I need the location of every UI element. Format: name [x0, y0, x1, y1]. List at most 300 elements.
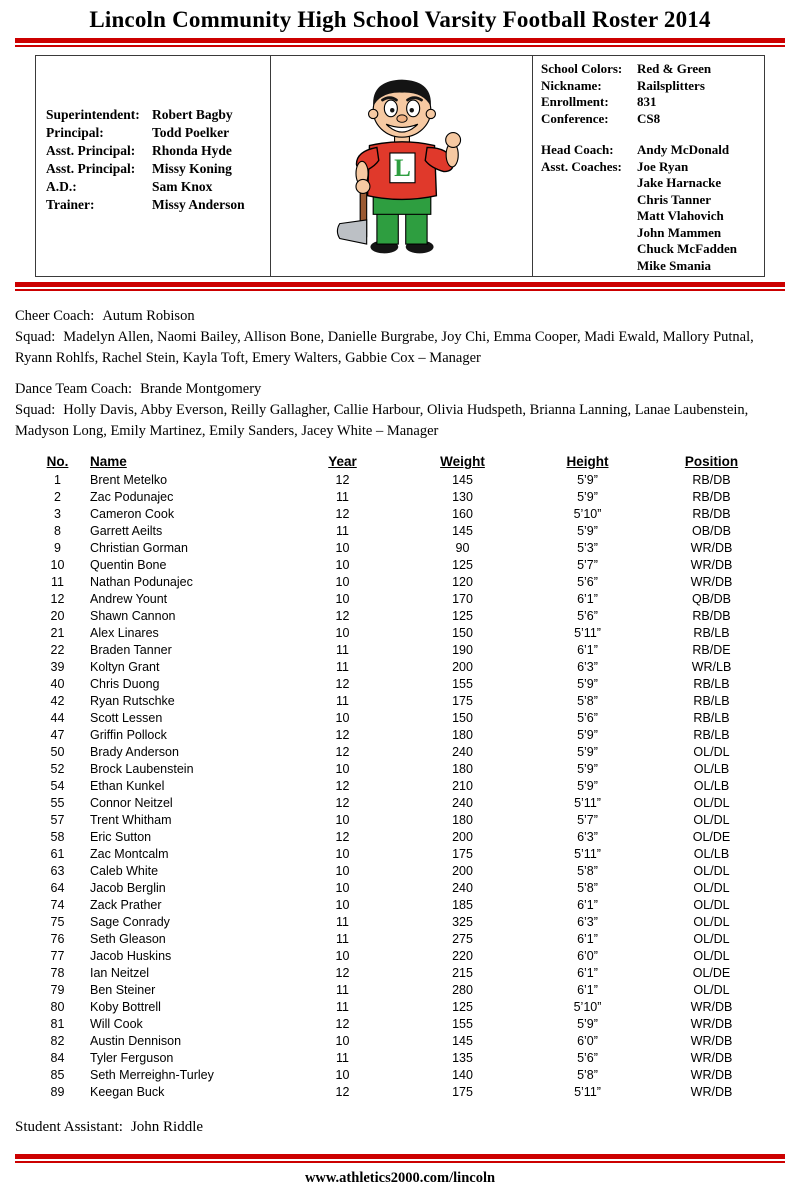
roster-cell-year: 10: [335, 558, 350, 572]
roster-cell-year: 12: [335, 1085, 350, 1099]
school-info-value: Red & Green: [637, 61, 712, 76]
cheer-squad-line: [15, 327, 785, 369]
roster-cell-weight: 135: [452, 1051, 473, 1065]
divider-rule-bottom: [15, 1154, 785, 1163]
staff-value: Missy Koning: [152, 161, 232, 176]
cheer-coach-label: Cheer Coach:: [15, 308, 95, 324]
roster-cell-weight: 120: [452, 575, 473, 589]
roster-cell-year: 11: [336, 643, 349, 657]
roster-row: [30, 897, 778, 914]
mascot-leg: [376, 211, 397, 244]
roster-cell-height: 5’9”: [577, 473, 598, 487]
roster-cell-height: 6’3”: [577, 915, 598, 929]
roster-cell-weight: 185: [452, 898, 473, 912]
roster-cell-height: 5’9”: [577, 779, 598, 793]
roster-cell-position: OL/DE: [692, 966, 731, 980]
roster-cell-height: 5’8”: [577, 864, 598, 878]
roster-cell-name: Ryan Rutschke: [90, 694, 175, 708]
roster-cell-weight: 125: [452, 1000, 473, 1014]
roster-row: [30, 778, 778, 795]
roster-row: [30, 914, 778, 931]
roster-cell-year: 12: [335, 728, 350, 742]
page-title: Lincoln Community High School Varsity Football Roster 2014: [89, 7, 711, 32]
roster-cell-year: 12: [335, 677, 350, 691]
roster-cell-position: WR/DB: [690, 1034, 733, 1048]
roster-row: [30, 761, 778, 778]
school-info-label: School Colors:: [541, 61, 623, 76]
school-info-lines: [541, 61, 756, 127]
roster-cell-name: Caleb White: [90, 864, 159, 878]
axe-blade: [337, 220, 366, 244]
roster-cell-no: 1: [54, 473, 61, 487]
roster-row: [30, 795, 778, 812]
roster-cell-position: OL/LB: [693, 762, 730, 776]
staff-line: [46, 124, 270, 142]
cheer-section: [15, 306, 785, 369]
roster-row: [30, 965, 778, 982]
roster-row: [30, 693, 778, 710]
rule-thick-bar: [15, 38, 785, 43]
railsplitter-mascot-image: [323, 70, 481, 262]
staff-box: [36, 56, 270, 276]
roster-cell-position: RB/DB: [692, 609, 731, 623]
roster-cell-no: 12: [50, 592, 65, 606]
roster-cell-height: 5’9”: [577, 762, 598, 776]
roster-cell-position: WR/DB: [690, 1017, 733, 1031]
roster-cell-position: WR/DB: [690, 1085, 733, 1099]
roster-row: [30, 591, 778, 608]
cheer-coach-name: Autum Robison: [102, 308, 195, 324]
mascot-pupil: [409, 108, 413, 112]
staff-line: [46, 106, 270, 124]
roster-cell-height: 5’9”: [577, 1017, 598, 1031]
roster-cell-weight: 160: [452, 507, 473, 521]
roster-cell-year: 10: [335, 847, 350, 861]
staff-value: Sam Knox: [152, 179, 213, 194]
roster-cell-position: RB/LB: [693, 711, 730, 725]
mascot-hand: [355, 179, 369, 193]
roster-cell-no: 11: [51, 575, 64, 589]
school-info-line: [541, 61, 756, 78]
roster-cell-weight: 190: [452, 643, 473, 657]
staff-label: A.D.:: [46, 179, 77, 194]
roster-cell-name: Seth Gleason: [90, 932, 166, 946]
mascot-pupil: [390, 108, 394, 112]
roster-cell-year: 12: [335, 473, 350, 487]
roster-cell-year: 10: [335, 541, 350, 555]
mascot-letter: L: [393, 155, 411, 183]
roster-cell-no: 58: [50, 830, 65, 844]
roster-cell-no: 78: [50, 966, 65, 980]
roster-cell-no: 79: [50, 983, 65, 997]
roster-cell-name: Cameron Cook: [90, 507, 175, 521]
roster-cell-name: Jacob Huskins: [90, 949, 172, 963]
roster-cell-year: 11: [336, 932, 349, 946]
divider-rule-middle: [15, 282, 785, 291]
roster-cell-name: Sage Conrady: [90, 915, 170, 929]
school-info-line: [541, 94, 756, 111]
roster-cell-name: Ethan Kunkel: [90, 779, 165, 793]
asst-coach-name: Joe Ryan: [637, 158, 689, 174]
roster-cell-name: Nathan Podunajec: [90, 575, 193, 589]
student-assistant-name: John Riddle: [130, 1119, 204, 1135]
roster-cell-year: 10: [335, 592, 350, 606]
roster-cell-name: Griffin Pollock: [90, 728, 167, 742]
roster-cell-height: 5’6”: [577, 575, 598, 589]
roster-row: [30, 846, 778, 863]
dance-squad-names: Holly Davis, Abby Everson, Reilly Gallagher, Callie Harbour, Olivia Hudspeth, Brianna Lanning, Lanae Laubenstein, Madyson Long, Emily Martinez, Emily Sanders, Jacey White – Manager: [15, 402, 749, 439]
roster-cell-position: WR/DB: [690, 541, 733, 555]
roster-cell-height: 6’1”: [577, 898, 598, 912]
staff-lines: [46, 106, 270, 214]
roster-cell-weight: 175: [452, 694, 473, 708]
roster-cell-height: 5’8”: [577, 881, 598, 895]
roster-cell-height: 5’11”: [574, 626, 601, 640]
roster-row: [30, 880, 778, 897]
roster-row: [30, 982, 778, 999]
roster-row: [30, 1016, 778, 1033]
roster-cell-weight: 155: [452, 677, 473, 691]
roster-cell-position: OL/DL: [693, 745, 730, 759]
roster-cell-position: OL/DL: [693, 796, 730, 810]
roster-cell-no: 82: [50, 1034, 65, 1048]
roster-row: [30, 608, 778, 625]
roster-cell-weight: 130: [452, 490, 473, 504]
asst-coaches-label: Asst. Coaches:: [541, 158, 622, 174]
roster-cell-no: 77: [50, 949, 65, 963]
staff-label: Principal:: [46, 125, 104, 140]
roster-cell-year: 10: [335, 881, 350, 895]
asst-coach-name: John Mammen: [637, 224, 722, 240]
roster-cell-weight: 325: [452, 915, 473, 929]
roster-cell-weight: 220: [452, 949, 473, 963]
staff-line: [46, 196, 270, 214]
roster-cell-no: 55: [50, 796, 65, 810]
roster-row: [30, 489, 778, 506]
staff-label: Asst. Principal:: [46, 143, 136, 158]
roster-cell-height: 5’9”: [577, 745, 598, 759]
rule-thick-bar: [15, 1154, 785, 1159]
roster-cell-position: WR/LB: [691, 660, 732, 674]
roster-cell-no: 76: [50, 932, 65, 946]
asst-coaches-line: [541, 159, 756, 275]
roster-row: [30, 676, 778, 693]
roster-cell-no: 20: [50, 609, 65, 623]
staff-line: [46, 178, 270, 196]
roster-cell-no: 42: [50, 694, 65, 708]
roster-cell-name: Brent Metelko: [90, 473, 168, 487]
roster-cell-no: 80: [50, 1000, 65, 1014]
roster-cell-position: OL/DL: [693, 864, 730, 878]
roster-row: [30, 1050, 778, 1067]
dance-squad-line: [15, 400, 785, 442]
roster-cell-name: Jacob Berglin: [90, 881, 166, 895]
roster-row: [30, 863, 778, 880]
roster-cell-no: 40: [50, 677, 65, 691]
roster-row: [30, 829, 778, 846]
roster-cell-position: OL/DL: [693, 813, 730, 827]
staff-label: Trainer:: [46, 197, 95, 212]
dance-squad-label: Squad:: [15, 402, 56, 418]
roster-row: [30, 1033, 778, 1050]
mascot-ear: [368, 109, 377, 118]
staff-label: Asst. Principal:: [46, 161, 136, 176]
roster-cell-weight: 240: [452, 881, 473, 895]
roster-row: [30, 642, 778, 659]
roster-cell-year: 12: [335, 830, 350, 844]
rule-thin-bar: [15, 289, 785, 291]
roster-cell-no: 54: [50, 779, 65, 793]
roster-cell-position: WR/DB: [690, 1000, 733, 1014]
roster-cell-position: OL/LB: [693, 847, 730, 861]
roster-row: [30, 659, 778, 676]
school-info-label: Enrollment:: [541, 94, 609, 109]
roster-cell-name: Brady Anderson: [90, 745, 179, 759]
roster-cell-name: Quentin Bone: [90, 558, 167, 572]
roster-cell-year: 11: [336, 660, 349, 674]
roster-cell-name: Seth Merreighn-Turley: [90, 1068, 214, 1082]
student-assistant-line: [15, 1119, 785, 1136]
col-header-position: Position: [684, 454, 739, 469]
roster-cell-year: 12: [335, 507, 350, 521]
roster-cell-weight: 180: [452, 728, 473, 742]
roster-cell-weight: 180: [452, 762, 473, 776]
roster-cell-weight: 90: [455, 541, 470, 555]
staff-value: Todd Poelker: [152, 125, 230, 140]
roster-cell-position: RB/DE: [692, 643, 731, 657]
roster-cell-year: 12: [335, 796, 350, 810]
roster-cell-height: 5’9”: [577, 524, 598, 538]
rule-thin-bar: [15, 1161, 785, 1163]
roster-cell-year: 11: [336, 694, 349, 708]
roster-cell-name: Scott Lessen: [90, 711, 163, 725]
roster-cell-position: RB/LB: [693, 626, 730, 640]
roster-cell-no: 47: [50, 728, 65, 742]
roster-cell-year: 10: [335, 949, 350, 963]
dance-coach-line: [15, 379, 785, 400]
staff-value: Robert Bagby: [152, 107, 233, 122]
roster-cell-year: 10: [335, 1068, 350, 1082]
cheer-coach-line: [15, 306, 785, 327]
roster-cell-no: 8: [54, 524, 61, 538]
roster-row: [30, 710, 778, 727]
roster-cell-year: 10: [335, 626, 350, 640]
roster-row: [30, 540, 778, 557]
roster-cell-weight: 275: [452, 932, 473, 946]
roster-cell-name: Zack Prather: [90, 898, 162, 912]
col-header-height: Height: [566, 454, 609, 469]
roster-cell-no: 10: [50, 558, 65, 572]
roster-cell-weight: 170: [452, 592, 473, 606]
roster-cell-height: 5’9”: [577, 677, 598, 691]
roster-cell-no: 63: [50, 864, 65, 878]
roster-row: [30, 948, 778, 965]
roster-cell-weight: 200: [452, 660, 473, 674]
roster-row: [30, 931, 778, 948]
roster-cell-year: 10: [335, 898, 350, 912]
roster-cell-weight: 210: [452, 779, 473, 793]
roster-cell-position: OL/LB: [693, 779, 730, 793]
roster-cell-year: 10: [335, 813, 350, 827]
student-assistant-label: Student Assistant:: [15, 1119, 123, 1135]
school-info-value: Railsplitters: [637, 77, 705, 93]
roster-cell-weight: 150: [452, 711, 473, 725]
roster-cell-weight: 150: [452, 626, 473, 640]
roster-row: [30, 999, 778, 1016]
roster-cell-height: 6’1”: [577, 983, 598, 997]
roster-header-row: [30, 452, 778, 472]
roster-cell-position: OL/DL: [693, 983, 730, 997]
col-header-name: Name: [90, 454, 127, 469]
roster-cell-year: 11: [336, 490, 349, 504]
roster-cell-name: Keegan Buck: [90, 1085, 165, 1099]
roster-cell-no: 3: [54, 507, 61, 521]
roster-cell-height: 6’1”: [577, 592, 598, 606]
roster-cell-no: 2: [54, 490, 61, 504]
roster-cell-year: 10: [335, 575, 350, 589]
divider-rule-top: [15, 38, 785, 47]
roster-cell-no: 74: [50, 898, 65, 912]
roster-row: [30, 523, 778, 540]
cheer-squad-names: Madelyn Allen, Naomi Bailey, Allison Bone, Danielle Burgrabe, Joy Chi, Emma Cooper, Madi Ewald, Mallory Putnal, Ryann Rohlfs, Rachel Stein, Kayla Toft, Emery Walters, Gabbie Cox – Manager: [15, 329, 754, 366]
roster-row: [30, 727, 778, 744]
roster-cell-height: 5’3”: [577, 541, 598, 555]
roster-cell-no: 57: [50, 813, 65, 827]
roster-cell-height: 6’3”: [577, 660, 598, 674]
asst-coach-name: Jake Harnacke: [637, 175, 722, 190]
roster-cell-name: Zac Montcalm: [90, 847, 169, 861]
roster-row: [30, 506, 778, 523]
roster-cell-height: 5’6”: [577, 1051, 598, 1065]
roster-cell-weight: 240: [452, 745, 473, 759]
roster-cell-no: 84: [50, 1051, 65, 1065]
roster-cell-height: 5’11”: [574, 1085, 601, 1099]
roster-table: [30, 452, 778, 1101]
roster-cell-height: 6’0”: [577, 949, 598, 963]
roster-cell-height: 5’9”: [577, 490, 598, 504]
roster-cell-position: QB/DB: [692, 592, 731, 606]
roster-cell-name: Trent Whitham: [90, 813, 172, 827]
roster-cell-no: 44: [50, 711, 65, 725]
roster-cell-height: 6’1”: [577, 932, 598, 946]
roster-cell-height: 5’8”: [577, 1068, 598, 1082]
roster-cell-position: OL/DE: [692, 830, 731, 844]
roster-cell-no: 85: [50, 1068, 65, 1082]
col-header-no: No.: [46, 454, 69, 469]
roster-row: [30, 744, 778, 761]
roster-cell-position: WR/DB: [690, 1051, 733, 1065]
roster-cell-year: 10: [335, 864, 350, 878]
roster-cell-position: WR/DB: [690, 575, 733, 589]
roster-cell-year: 12: [335, 966, 350, 980]
roster-cell-year: 12: [335, 745, 350, 759]
staff-label: Superintendent:: [46, 107, 140, 122]
asst-coach-name: Matt Vlahovich: [637, 208, 724, 223]
school-info-box: [532, 56, 762, 276]
roster-cell-no: 21: [50, 626, 65, 640]
roster-cell-position: RB/LB: [693, 677, 730, 691]
roster-cell-no: 52: [50, 762, 65, 776]
asst-coach-name: Mike Smania: [637, 257, 712, 273]
roster-cell-height: 6’0”: [577, 1034, 598, 1048]
roster-cell-position: OL/DL: [693, 881, 730, 895]
roster-cell-weight: 175: [452, 847, 473, 861]
roster-cell-weight: 175: [452, 1085, 473, 1099]
roster-cell-height: 5’6”: [577, 711, 598, 725]
roster-cell-position: OL/DL: [693, 915, 730, 929]
roster-cell-height: 5’7”: [577, 813, 598, 827]
roster-cell-name: Shawn Cannon: [90, 609, 176, 623]
roster-cell-height: 5’11”: [574, 847, 601, 861]
roster-cell-name: Koby Bottrell: [90, 1000, 161, 1014]
roster-cell-year: 11: [336, 524, 349, 538]
roster-cell-position: OL/DL: [693, 932, 730, 946]
roster-cell-position: RB/LB: [693, 728, 730, 742]
roster-cell-position: RB/LB: [693, 694, 730, 708]
roster-cell-no: 50: [50, 745, 65, 759]
roster-cell-height: 5’10”: [573, 1000, 602, 1014]
roster-cell-name: Koltyn Grant: [90, 660, 160, 674]
roster-row: [30, 812, 778, 829]
roster-cell-year: 11: [336, 1051, 349, 1065]
roster-cell-year: 10: [335, 711, 350, 725]
roster-cell-name: Eric Sutton: [90, 830, 152, 844]
roster-cell-no: 64: [50, 881, 65, 895]
roster-cell-weight: 145: [452, 1034, 473, 1048]
roster-row: [30, 557, 778, 574]
roster-cell-position: OL/DL: [693, 949, 730, 963]
school-info-label: Nickname:: [541, 77, 602, 93]
roster-cell-height: 5’10”: [573, 507, 602, 521]
roster-body: [30, 472, 778, 1101]
roster-cell-year: 11: [336, 1000, 349, 1014]
roster-cell-year: 10: [335, 762, 350, 776]
staff-line: [46, 160, 270, 178]
roster-cell-name: Garrett Aeilts: [90, 524, 163, 538]
roster-cell-height: 6’3”: [577, 830, 598, 844]
rule-thick-bar: [15, 282, 785, 287]
roster-cell-position: OL/DL: [693, 898, 730, 912]
dance-coach-label: Dance Team Coach:: [15, 381, 133, 397]
roster-cell-height: 6’1”: [577, 643, 598, 657]
col-header-year: Year: [328, 454, 357, 469]
dance-coach-name: Brande Montgomery: [140, 381, 262, 397]
roster-row: [30, 472, 778, 489]
roster-cell-name: Ian Neitzel: [90, 966, 150, 980]
rule-thin-bar: [15, 45, 785, 47]
mascot-leg: [405, 211, 426, 244]
staff-line: [46, 142, 270, 160]
roster-cell-year: 11: [336, 983, 349, 997]
mascot-eye: [384, 100, 397, 117]
asst-coach-name: Chris Tanner: [637, 191, 712, 207]
roster-cell-name: Brock Laubenstein: [90, 762, 194, 776]
school-header-box: [35, 55, 765, 277]
school-info-line: [541, 111, 756, 128]
dance-section: [15, 379, 785, 442]
roster-cell-no: 22: [50, 643, 65, 657]
school-info-value: 831: [637, 94, 657, 109]
roster-cell-height: 6’1”: [577, 966, 598, 980]
roster-cell-name: Andrew Yount: [90, 592, 168, 606]
page-footer: [0, 1149, 800, 1187]
roster-cell-position: RB/DB: [692, 507, 731, 521]
roster-cell-position: WR/DB: [690, 1068, 733, 1082]
roster-cell-weight: 125: [452, 558, 473, 572]
roster-cell-height: 5’6”: [577, 609, 598, 623]
roster-cell-position: WR/DB: [690, 558, 733, 572]
mascot-ear: [426, 109, 435, 118]
